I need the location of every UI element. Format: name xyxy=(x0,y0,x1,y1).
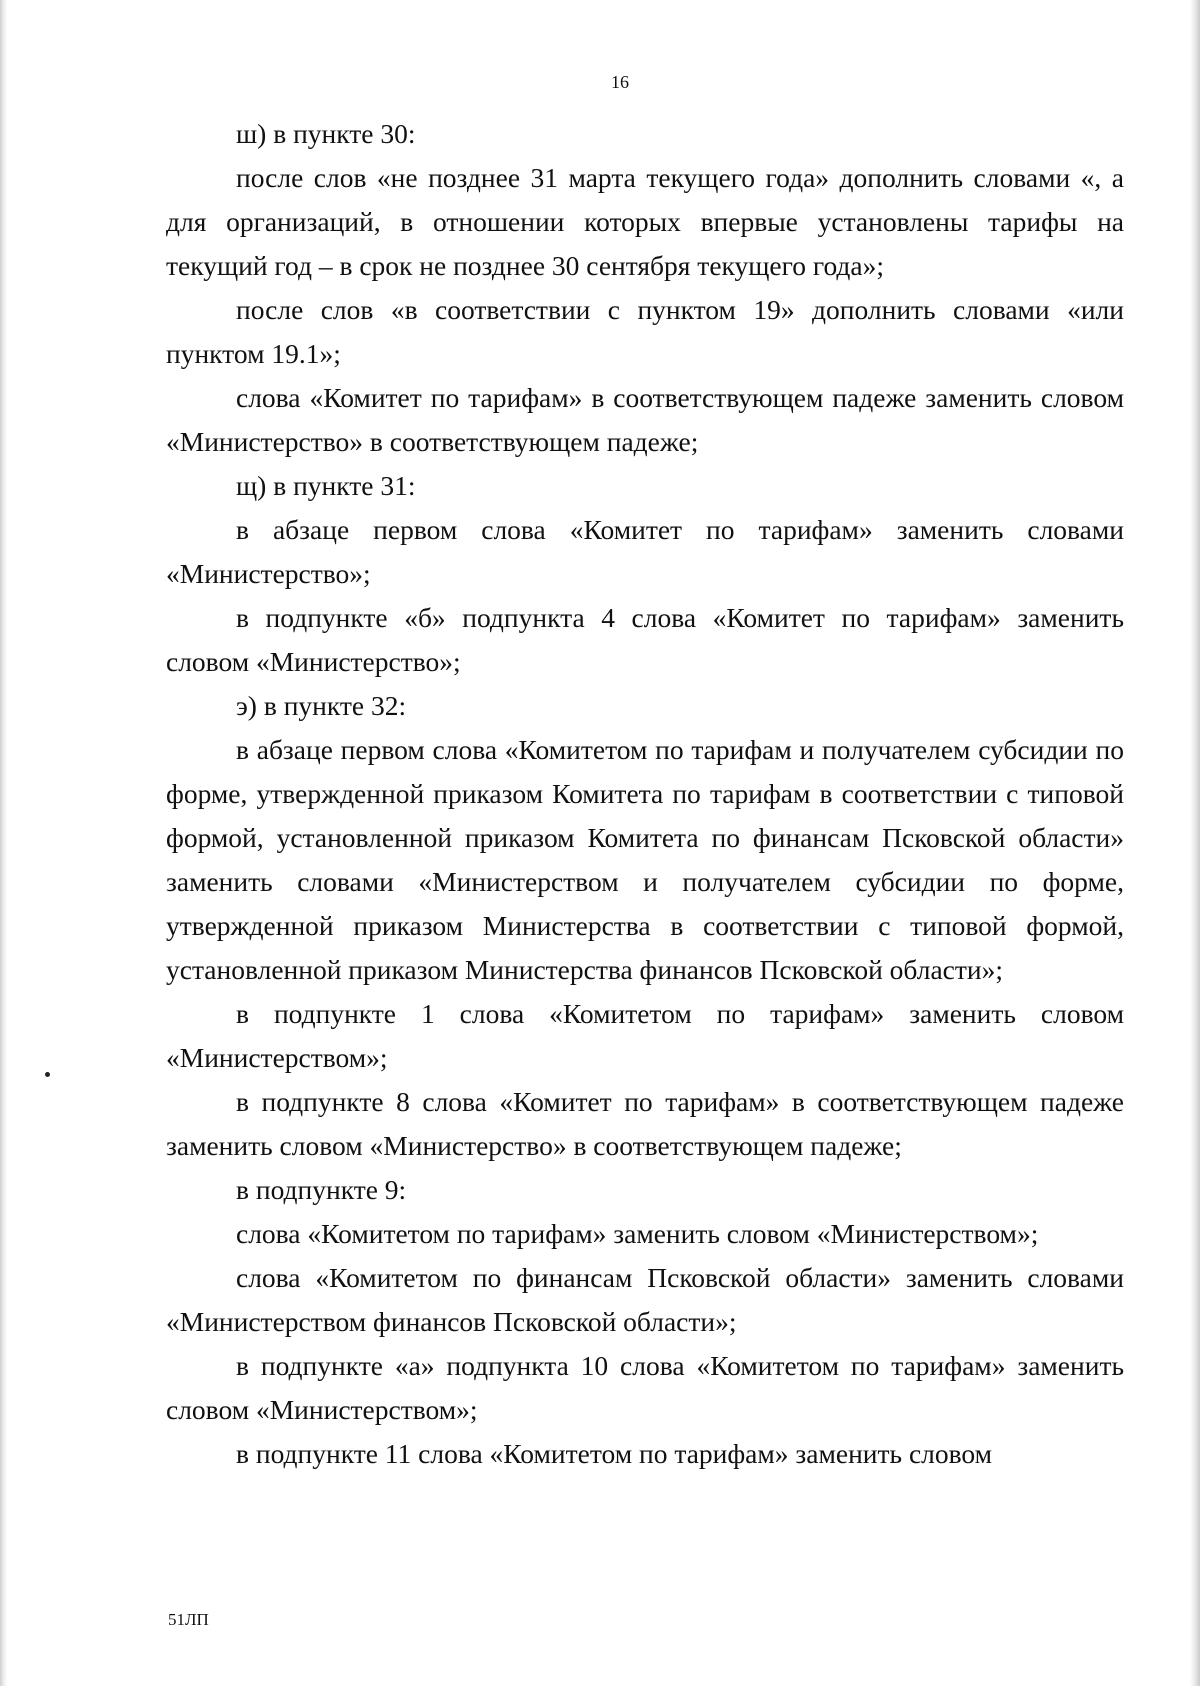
document-body xyxy=(166,112,1124,1476)
paragraph: после слов «в соответствии с пунктом 19» дополнить словами «или пунктом 19.1»; xyxy=(166,294,1124,369)
paragraph: в абзаце первом слова «Комитет по тарифам» заменить словами «Министерство»; xyxy=(166,514,1124,589)
paragraph: в подпункте 9: xyxy=(236,1174,407,1205)
paragraph: после слов «не позднее 31 марта текущего года» дополнить словами «, а для организаций, в отношении которых впервые установлены тарифы на текущий год – в срок не позднее 30 сентября текущего года»; xyxy=(166,162,1124,281)
paragraph: в подпункте «а» подпункта 10 слова «Комитетом по тарифам» заменить словом «Министерством»; xyxy=(166,1350,1124,1425)
paragraph: слова «Комитет по тарифам» в соответствующем падеже заменить словом «Министерство» в соответствующем падеже; xyxy=(166,382,1124,457)
paragraph: щ) в пункте 31: xyxy=(236,470,416,501)
paragraph: слова «Комитетом по тарифам» заменить словом «Министерством»; xyxy=(236,1218,1039,1249)
paragraph: в подпункте 11 слова «Комитетом по тарифам» заменить словом xyxy=(236,1438,993,1469)
scan-speck xyxy=(45,1072,50,1077)
scan-edge-left xyxy=(0,0,7,1686)
paragraph: э) в пункте 32: xyxy=(236,690,407,721)
paragraph: в абзаце первом слова «Комитетом по тарифам и получателем субсидии по форме, утвержденной приказом Комитета по тарифам в соответствии с типовой формой, установленной приказом Комитета по финансам Псковской области» заменить словами «Министерством и получателем субсидии по форме, утвержденной приказом Министерства в соответствии с типовой формой, установленной приказом Министерства финансов Псковской области»; xyxy=(166,734,1124,985)
paragraph: ш) в пункте 30: xyxy=(236,118,416,149)
paragraph: в подпункте «б» подпункта 4 слова «Комитет по тарифам» заменить словом «Министерство»; xyxy=(166,602,1124,677)
document-code: 51ЛП xyxy=(168,1610,209,1629)
paragraph: слова «Комитетом по финансам Псковской области» заменить словами «Министерством финансов Псковской области»; xyxy=(166,1262,1124,1337)
paragraph: в подпункте 8 слова «Комитет по тарифам» в соответствующем падеже заменить словом «Министерство» в соответствующем падеже; xyxy=(166,1086,1124,1161)
paragraph: в подпункте 1 слова «Комитетом по тарифам» заменить словом «Министерством»; xyxy=(166,998,1124,1073)
scan-edge-right xyxy=(1190,0,1200,1686)
page-number: 16 xyxy=(611,72,629,92)
